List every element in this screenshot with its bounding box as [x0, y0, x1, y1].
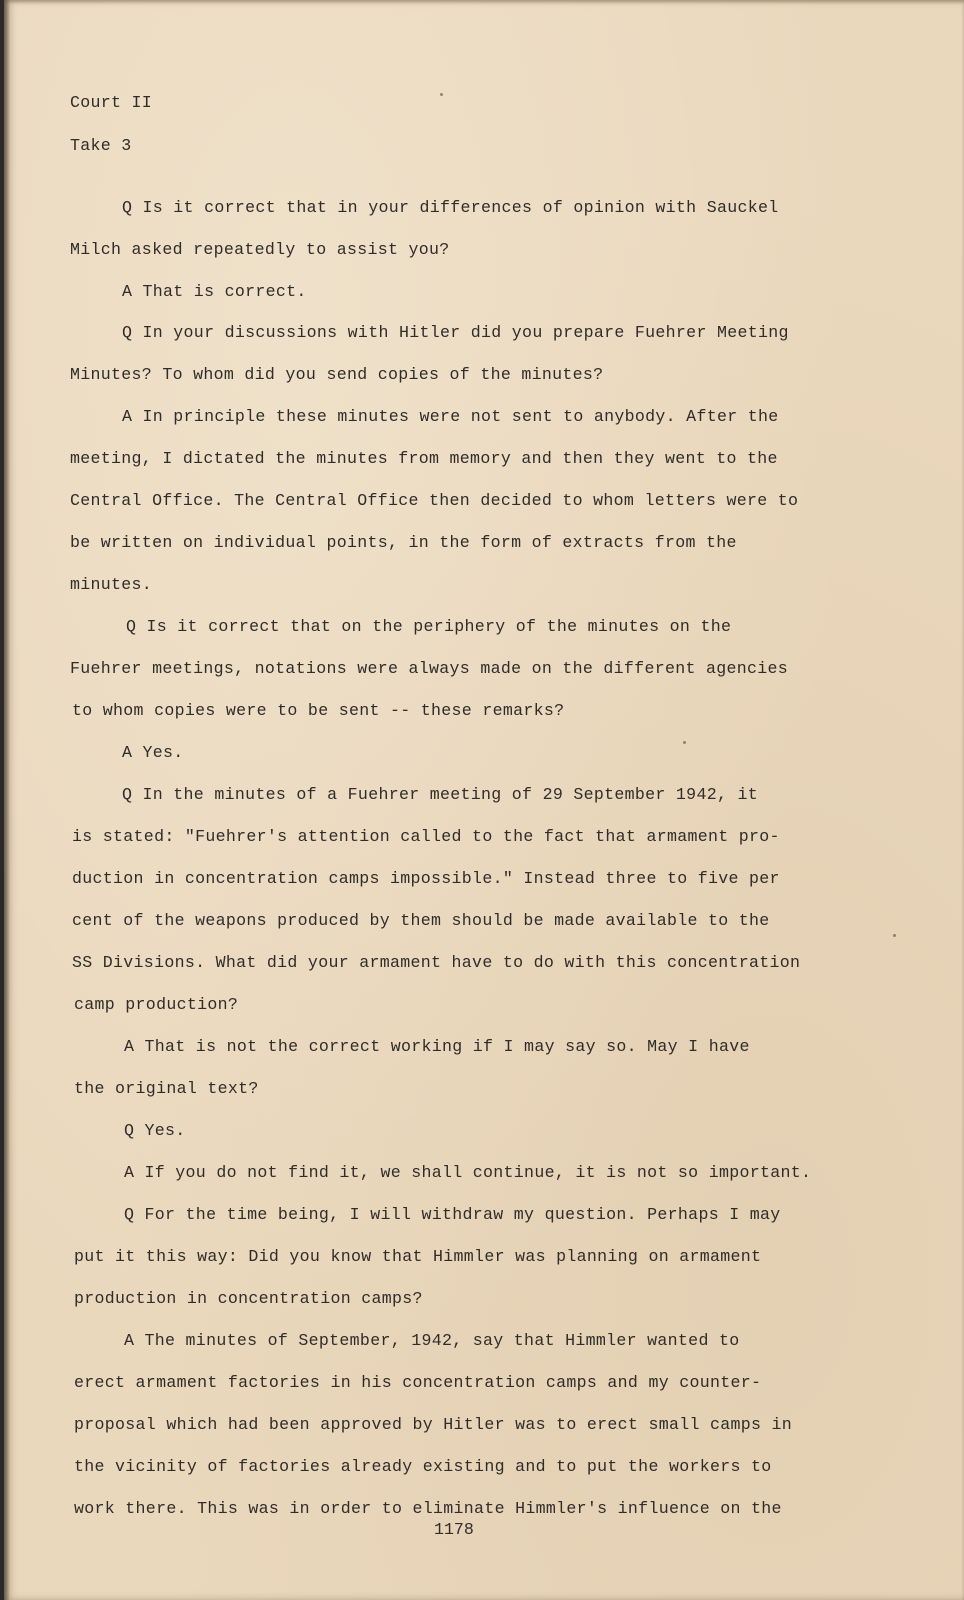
transcript-line: be written on individual points, in the form of extracts from the — [70, 533, 737, 552]
transcript-line: A The minutes of September, 1942, say that Himmler wanted to — [124, 1331, 740, 1350]
transcript-line: erect armament factories in his concentration camps and my counter- — [74, 1373, 762, 1392]
transcript-line: Q Yes. — [124, 1121, 186, 1140]
transcript-line: Q For the time being, I will withdraw my question. Perhaps I may — [124, 1205, 781, 1224]
transcript-line: work there. This was in order to eliminate Himmler's influence on the — [74, 1499, 782, 1518]
transcript-line: the vicinity of factories already existing and to put the workers to — [74, 1457, 772, 1476]
transcript-line: A If you do not find it, we shall continue, it is not so important. — [124, 1163, 812, 1182]
transcript-line: the original text? — [74, 1079, 259, 1098]
transcript-line: Milch asked repeatedly to assist you? — [70, 240, 450, 259]
transcript-line: Q Is it correct that on the periphery of the minutes on the — [126, 617, 732, 636]
transcript-line: production in concentration camps? — [74, 1289, 423, 1308]
transcript-line: A That is correct. — [122, 282, 307, 301]
transcript-line: duction in concentration camps impossible." Instead three to five per — [72, 869, 780, 888]
transcript-line: is stated: "Fuehrer's attention called to the fact that armament pro- — [72, 827, 780, 846]
transcript-line: SS Divisions. What did your armament have to do with this concentration — [72, 953, 801, 972]
transcript-line: meeting, I dictated the minutes from memory and then they went to the — [70, 449, 778, 468]
paper-speck — [683, 741, 686, 744]
transcript-line: A That is not the correct working if I may say so. May I have — [124, 1037, 750, 1056]
court-label: Court II — [70, 93, 153, 112]
transcript-line: A Yes. — [122, 743, 184, 762]
transcript-line: Q Is it correct that in your differences of opinion with Sauckel — [122, 198, 779, 217]
transcript-line: Minutes? To whom did you send copies of the minutes? — [70, 365, 604, 384]
transcript-line: proposal which had been approved by Hitler was to erect small camps in — [74, 1415, 793, 1434]
transcript-line: A In principle these minutes were not sent to anybody. After the — [122, 407, 779, 426]
typewritten-page — [4, 0, 964, 1600]
transcript-line: camp production? — [74, 995, 239, 1014]
paper-speck — [893, 934, 896, 937]
transcript-line: to whom copies were to be sent -- these remarks? — [72, 701, 565, 720]
transcript-line: cent of the weapons produced by them should be made available to the — [72, 911, 770, 930]
transcript-line: Q In your discussions with Hitler did you prepare Fuehrer Meeting — [122, 323, 789, 342]
transcript-line: put it this way: Did you know that Himmler was planning on armament — [74, 1247, 762, 1266]
transcript-line: Fuehrer meetings, notations were always made on the different agencies — [70, 659, 789, 678]
paper-speck — [440, 93, 443, 96]
take-label: Take 3 — [70, 136, 132, 155]
page-number: 1178 — [434, 1520, 474, 1539]
transcript-line: Central Office. The Central Office then decided to whom letters were to — [70, 491, 799, 510]
transcript-line: minutes. — [70, 575, 153, 594]
transcript-line: Q In the minutes of a Fuehrer meeting of 29 September 1942, it — [122, 785, 758, 804]
